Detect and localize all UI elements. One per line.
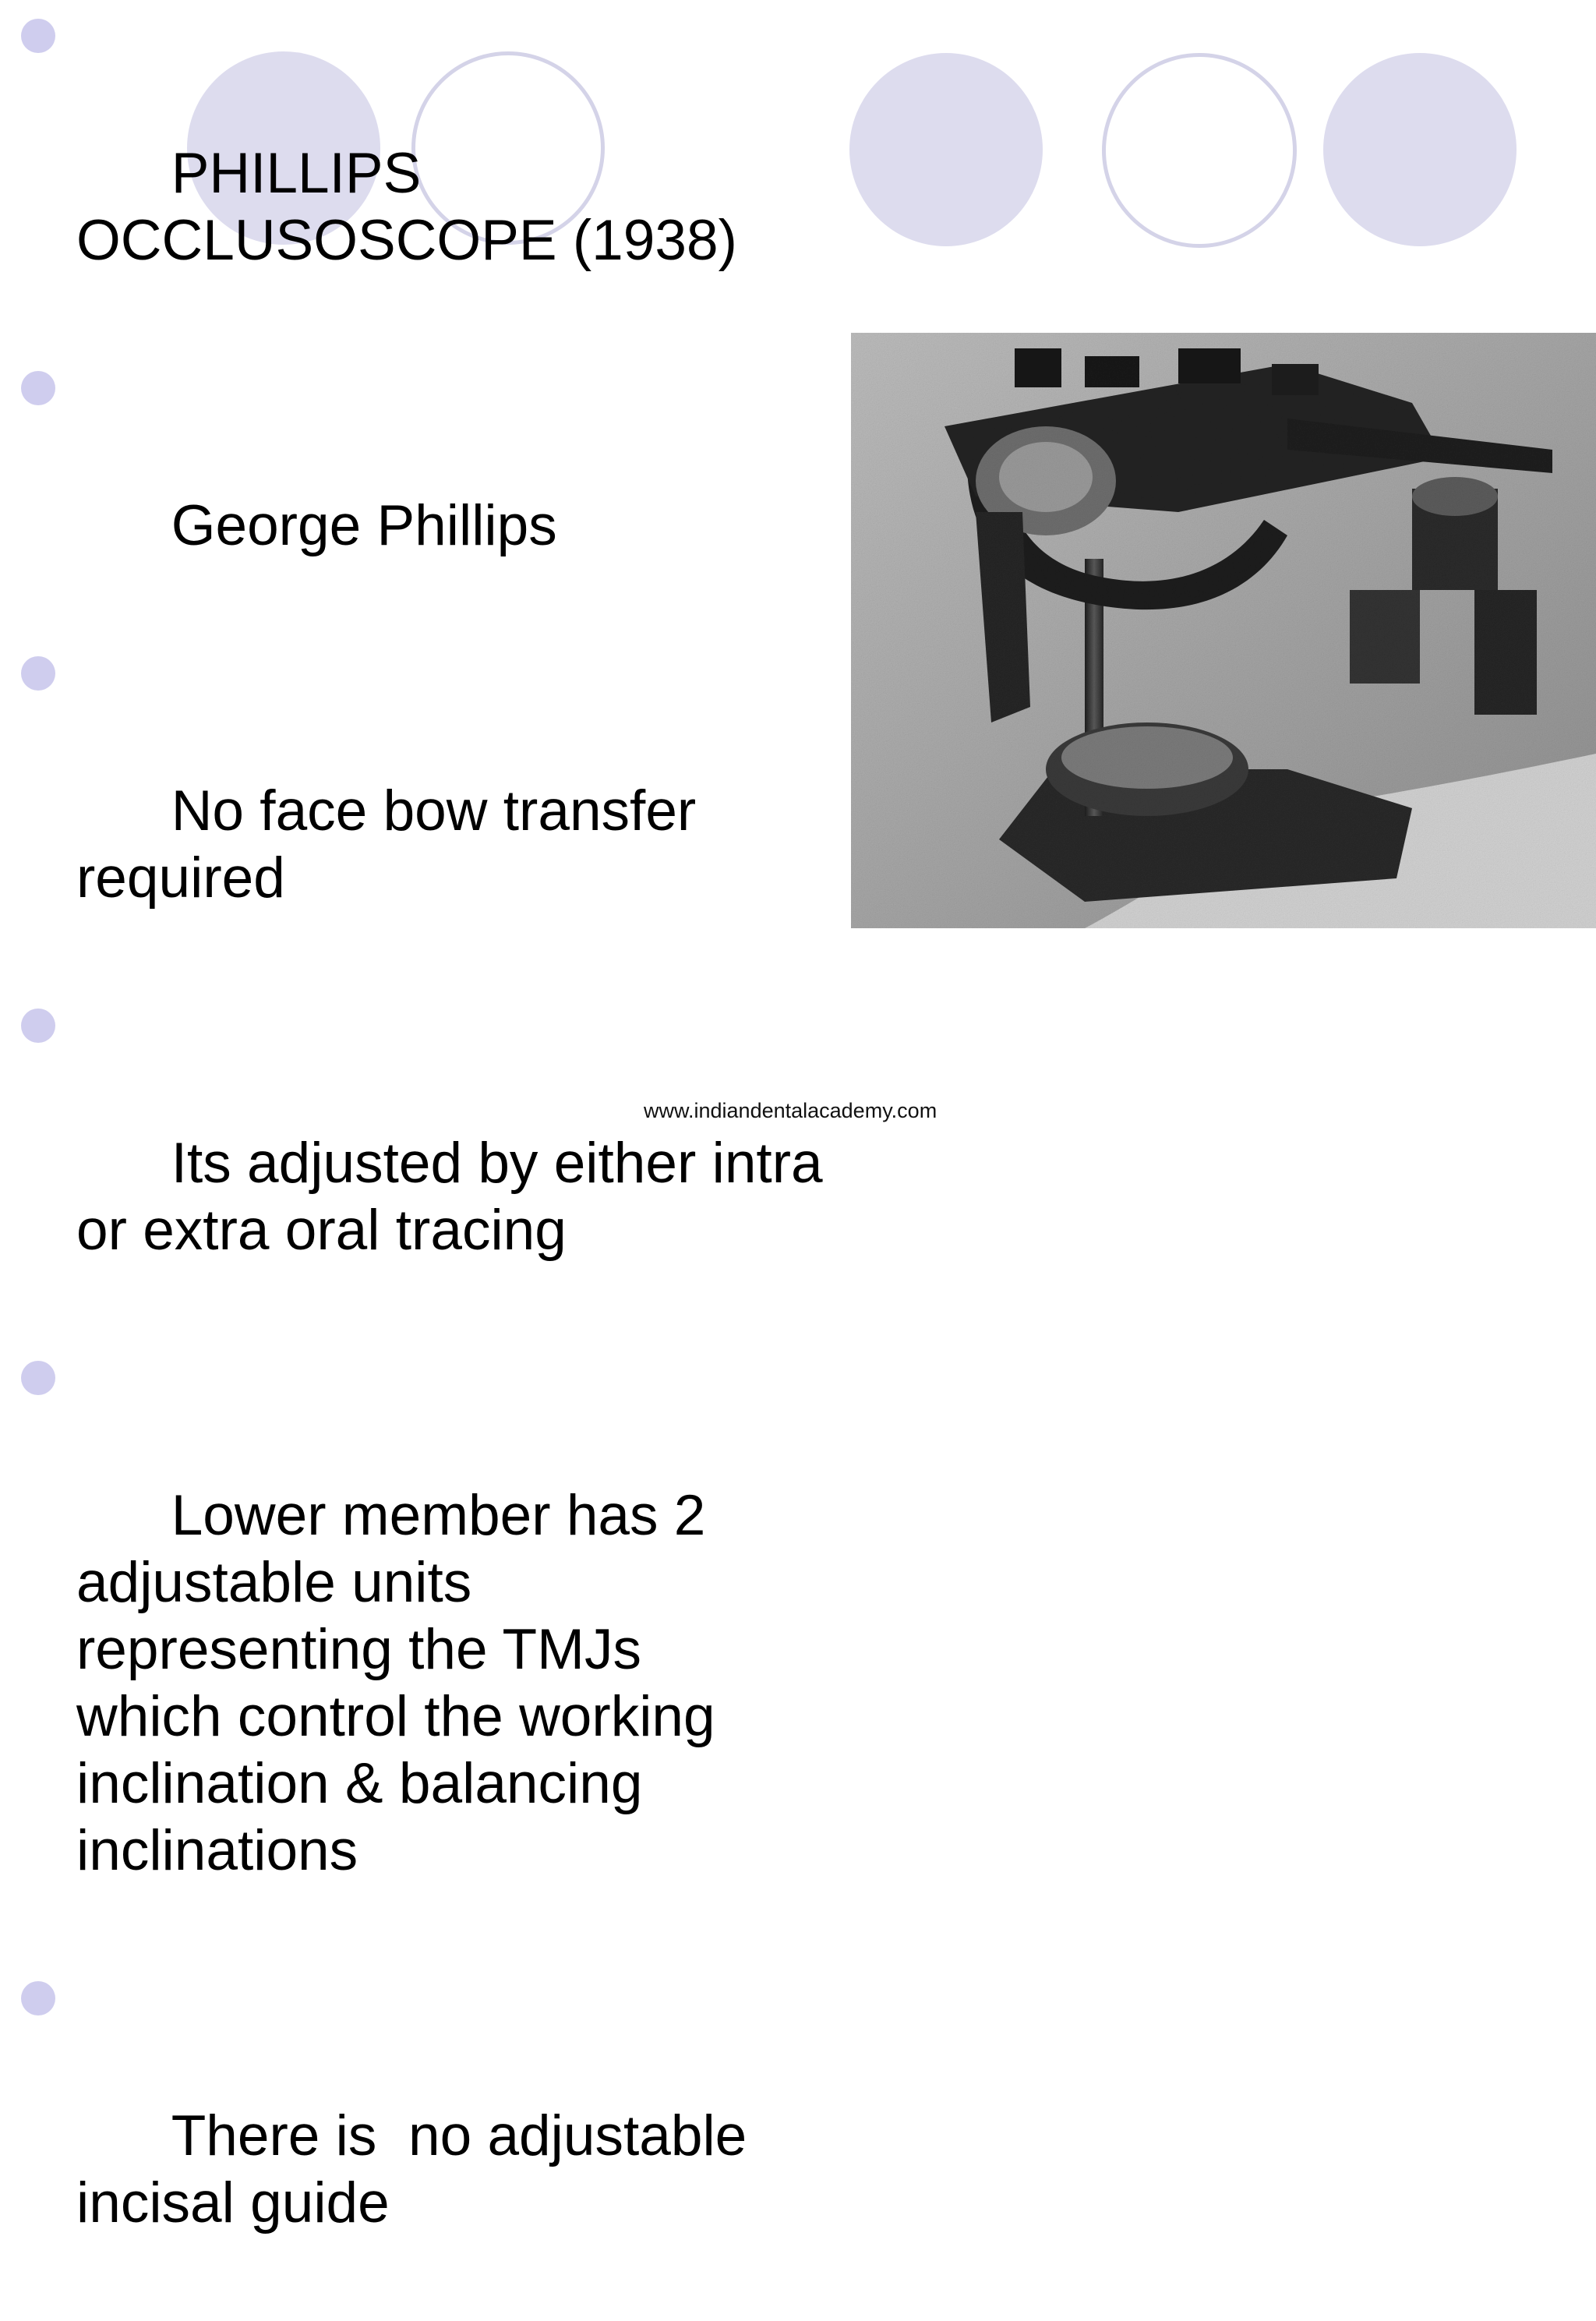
bullet-text: PHILLIPS OCCLUSOSCOPE (1938) — [76, 142, 737, 272]
bullet-item — [0, 1348, 826, 1952]
bullet-item — [0, 1969, 826, 2304]
bullet-text: No face bow transfer required — [76, 779, 697, 910]
bullet-list — [0, 6, 826, 2321]
decorative-circle-4 — [1102, 53, 1297, 248]
bullet-text: Its adjusted by either intra or extra oral tracing — [76, 1132, 823, 1262]
decorative-circle-3 — [849, 53, 1043, 246]
bullet-text: Lower member has 2 adjustable units representing the TMJs which control the working inclination & balancing inclinations — [76, 1484, 715, 1882]
decorative-circle-5 — [1323, 53, 1517, 246]
bullet-dot-icon — [21, 371, 55, 405]
bullet-text: George Phillips — [171, 494, 557, 557]
bullet-item — [0, 996, 826, 1331]
bullet-item — [0, 644, 826, 979]
bullet-item — [0, 359, 826, 627]
bullet-dot-icon — [21, 1361, 55, 1395]
footer-url: www.indiandentalacademy.com — [644, 1099, 937, 1122]
occlusoscope-photo — [851, 333, 1596, 928]
bullet-dot-icon — [21, 1981, 55, 2015]
bullet-dot-icon — [21, 656, 55, 691]
bullet-text: There is no adjustable incisal guide — [76, 2104, 747, 2234]
bullet-item — [0, 6, 826, 341]
bullet-dot-icon — [21, 19, 55, 53]
bullet-dot-icon — [21, 1009, 55, 1043]
